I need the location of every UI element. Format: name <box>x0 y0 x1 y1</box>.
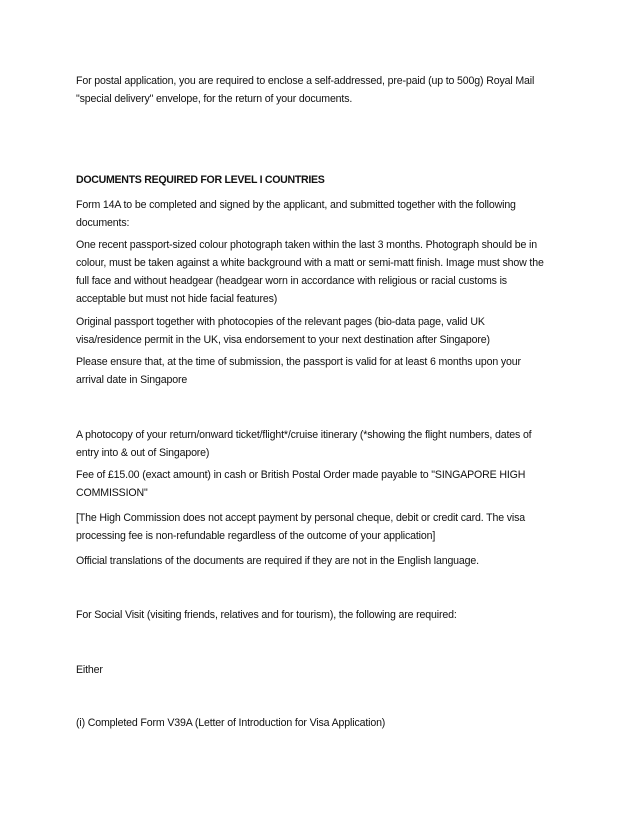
photo-line-1: One recent passport-sized colour photograph taken within the last 3 months. Photograph should be in <box>76 239 537 251</box>
photo-line-3: full face and without headgear (headgear worn in accordance with religious or racial customs is <box>76 275 507 287</box>
postal-line-1: For postal application, you are required to enclose a self-addressed, pre-paid (up to 500g) Royal Mail <box>76 75 535 87</box>
passport-paragraph <box>76 313 576 349</box>
payment-note-paragraph <box>76 509 576 545</box>
form14a-line-1: Form 14A to be completed and signed by the applicant, and submitted together with the following <box>76 199 516 211</box>
fee-line-1: Fee of £15.00 (exact amount) in cash or British Postal Order made payable to "SINGAPORE HIGH <box>76 469 526 481</box>
passport-line-2: visa/residence permit in the UK, visa endorsement to your next destination after Singapore) <box>76 334 490 346</box>
form-14a-paragraph <box>76 196 576 232</box>
passport-validity-paragraph <box>76 353 576 389</box>
fee-line-2: COMMISSION" <box>76 487 148 499</box>
postal-line-2: "special delivery" envelope, for the return of your documents. <box>76 93 353 105</box>
ticket-line-2: entry into & out of Singapore) <box>76 447 210 459</box>
documents-heading: DOCUMENTS REQUIRED FOR LEVEL I COUNTRIES <box>76 174 325 186</box>
either-paragraph: Either <box>76 664 103 676</box>
form-v39a-item: (i) Completed Form V39A (Letter of Introduction for Visa Application) <box>76 717 386 729</box>
social-visit-paragraph: For Social Visit (visiting friends, relatives and for tourism), the following are required: <box>76 609 457 621</box>
validity-line-1: Please ensure that, at the time of submission, the passport is valid for at least 6 months upon your <box>76 356 521 368</box>
translations-paragraph: Official translations of the documents are required if they are not in the English language. <box>76 555 479 567</box>
photo-line-2: colour, must be taken against a white background with a matt or semi-matt finish. Image must show the <box>76 257 544 269</box>
fee-paragraph <box>76 466 576 502</box>
ticket-paragraph <box>76 426 576 462</box>
postal-application-paragraph <box>76 72 576 108</box>
validity-line-2: arrival date in Singapore <box>76 374 188 386</box>
ticket-line-1: A photocopy of your return/onward ticket/flight*/cruise itinerary (*showing the flight numbers, dates of <box>76 429 532 441</box>
payment-line-1: [The High Commission does not accept payment by personal cheque, debit or credit card. The visa <box>76 512 525 524</box>
photo-line-4: acceptable but must not hide facial features) <box>76 293 278 305</box>
payment-line-2: processing fee is non-refundable regardless of the outcome of your application] <box>76 530 436 542</box>
photograph-paragraph <box>76 236 576 308</box>
form14a-line-2: documents: <box>76 217 130 229</box>
passport-line-1: Original passport together with photocopies of the relevant pages (bio-data page, valid UK <box>76 316 485 328</box>
